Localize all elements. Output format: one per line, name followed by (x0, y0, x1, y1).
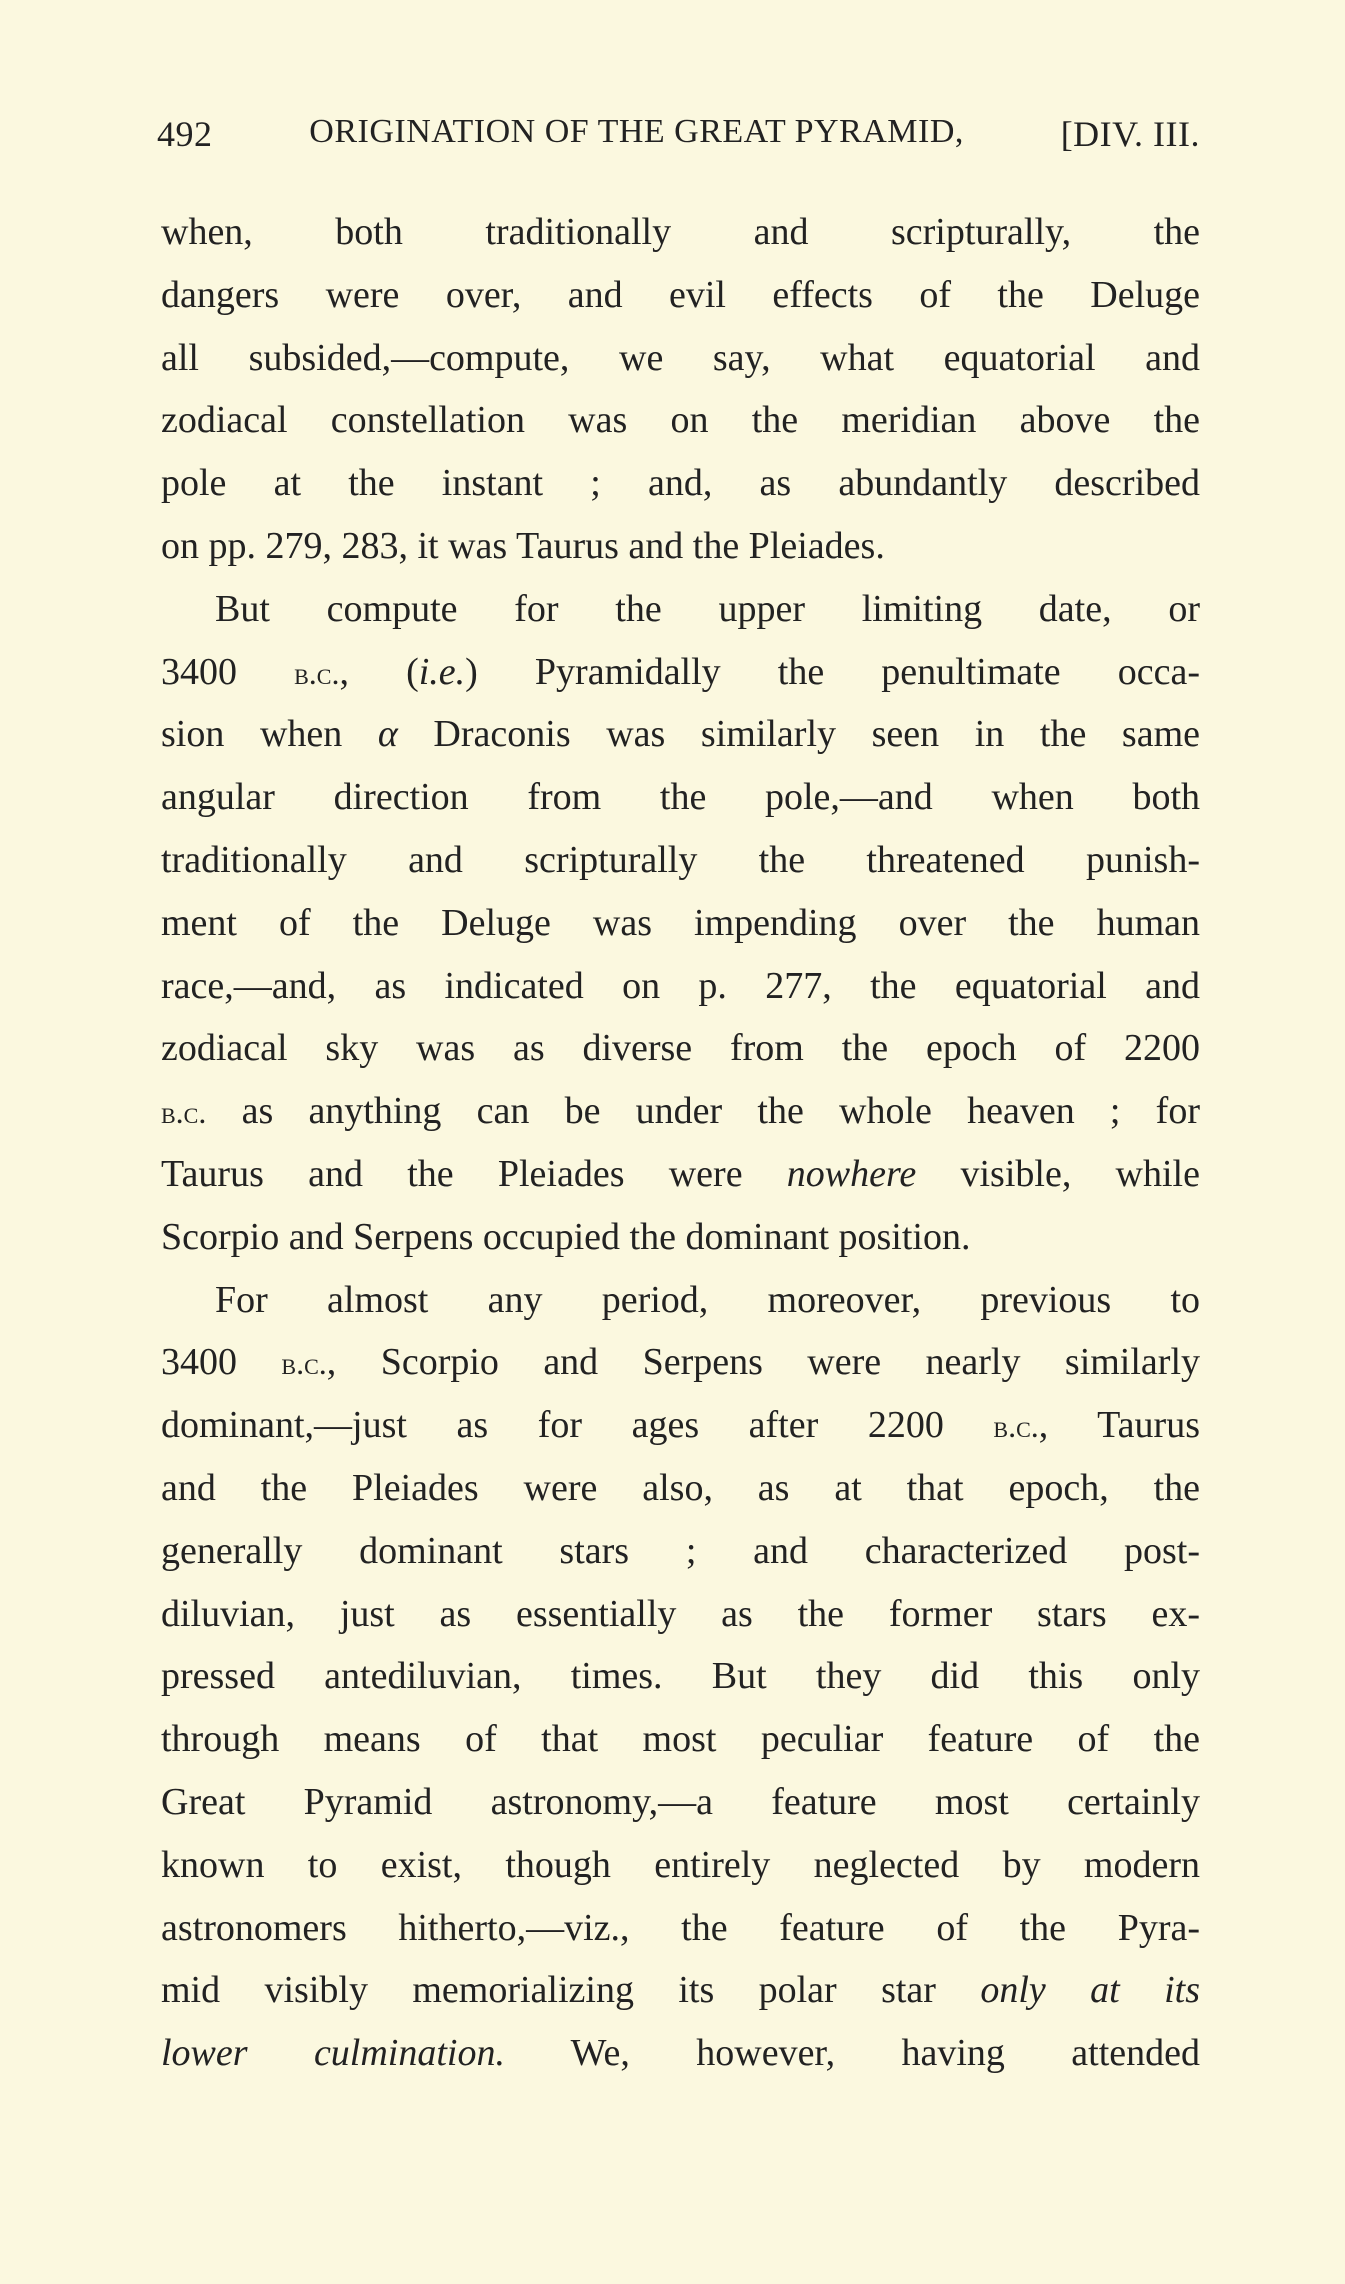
text-line (161, 1206, 1200, 1269)
text-segment: dominant,—just as for ages after 2200 (161, 1404, 994, 1447)
text-segment: ment of the Deluge was impending over the human (161, 901, 1200, 944)
text-segment: pole at the instant ; and, as abundantly described (161, 462, 1200, 505)
italic-text: α (377, 713, 398, 756)
body-text (161, 201, 1200, 2085)
text-line (161, 641, 1200, 704)
text-segment: astronomers hitherto,—viz., the feature of the Pyra- (161, 1906, 1200, 1949)
italic-text: nowhere (786, 1152, 917, 1195)
text-line (161, 1520, 1200, 1583)
italic-text: i.e. (418, 650, 466, 693)
text-segment: pressed antediluvian, times. But they did this only (161, 1655, 1200, 1698)
text-segment: traditionally and scripturally the threatened punish- (161, 838, 1200, 881)
text-segment: Great Pyramid astronomy,—a feature most certainly (161, 1780, 1200, 1823)
text-line (161, 1394, 1200, 1457)
text-line (161, 1017, 1200, 1080)
small-caps-text: b.c. (993, 1408, 1039, 1445)
text-line (161, 452, 1200, 515)
italic-text: lower culmination. (161, 2032, 505, 2075)
text-segment: Taurus and the Pleiades were (161, 1152, 787, 1195)
text-segment: known to exist, though entirely neglected by modern (161, 1843, 1200, 1886)
text-segment: all subsided,—compute, we say, what equatorial and (161, 336, 1200, 379)
text-line (161, 389, 1200, 452)
text-line (161, 1834, 1200, 1897)
text-line (161, 955, 1200, 1018)
text-line (161, 1269, 1200, 1332)
text-segment: , Scorpio and Serpens were nearly similarly (326, 1341, 1201, 1384)
text-segment: For almost any period, moreover, previous to (215, 1278, 1200, 1321)
text-segment: 3400 (161, 1341, 282, 1384)
small-caps-text: b.c. (161, 1094, 207, 1131)
text-segment: and the Pleiades were also, as at that epoch, the (161, 1466, 1200, 1509)
text-line (161, 892, 1200, 955)
text-segment: sion when (161, 713, 378, 756)
text-segment: visible, while (916, 1152, 1200, 1195)
text-line (161, 1457, 1200, 1520)
text-segment: on pp. 279, 283, it was Taurus and the Pleiades. (161, 524, 885, 567)
text-segment: generally dominant stars ; and characterized post- (161, 1529, 1200, 1572)
text-segment: 3400 (161, 650, 295, 693)
text-segment: zodiacal constellation was on the meridian above the (161, 399, 1200, 442)
text-segment: We, however, having attended (504, 2032, 1200, 2075)
text-segment: Scorpio and Serpens occupied the dominant position. (161, 1215, 971, 1258)
text-line (161, 1959, 1200, 2022)
page-number: 492 (157, 114, 213, 154)
text-line (161, 829, 1200, 892)
text-segment: Draconis was similarly seen in the same (397, 713, 1201, 756)
text-line (161, 703, 1200, 766)
text-line (161, 201, 1200, 264)
small-caps-text: b.c. (281, 1345, 327, 1382)
text-line (161, 766, 1200, 829)
running-header (157, 113, 1200, 155)
text-segment: mid visibly memorializing its polar star (161, 1969, 981, 2012)
text-line (161, 1771, 1200, 1834)
text-segment: ) Pyramidally the penultimate occa- (465, 650, 1201, 693)
text-line (161, 1080, 1200, 1143)
text-line (161, 327, 1200, 390)
text-line (161, 1897, 1200, 1960)
text-line (161, 1708, 1200, 1771)
text-line (161, 2022, 1200, 2085)
running-title: ORIGINATION OF THE GREAT PYRAMID, (309, 113, 964, 150)
text-segment: diluvian, just as essentially as the former stars ex- (161, 1592, 1200, 1635)
text-segment: , Taurus (1038, 1404, 1200, 1447)
text-segment: as anything can be under the whole heaven ; for (206, 1090, 1200, 1133)
text-segment: when, both traditionally and scripturally, the (161, 211, 1200, 253)
text-segment: , ( (339, 650, 419, 693)
text-line (161, 264, 1200, 327)
text-line (161, 1583, 1200, 1646)
text-line (161, 515, 1200, 578)
text-segment: through means of that most peculiar feature of the (161, 1718, 1200, 1761)
text-segment: angular direction from the pole,—and when both (161, 776, 1200, 819)
small-caps-text: b.c. (294, 654, 340, 691)
text-line (161, 1143, 1200, 1206)
text-segment: race,—and, as indicated on p. 277, the equatorial and (161, 964, 1200, 1007)
text-line (161, 578, 1200, 641)
text-segment: zodiacal sky was as diverse from the epoch of 2200 (161, 1027, 1200, 1070)
text-line (161, 1645, 1200, 1708)
division-label: [DIV. III. (1060, 114, 1200, 154)
italic-text: only at its (980, 1969, 1200, 2012)
text-segment: But compute for the upper limiting date, or (215, 587, 1200, 630)
text-line (161, 1331, 1200, 1394)
text-segment: dangers were over, and evil effects of the Deluge (161, 273, 1200, 316)
